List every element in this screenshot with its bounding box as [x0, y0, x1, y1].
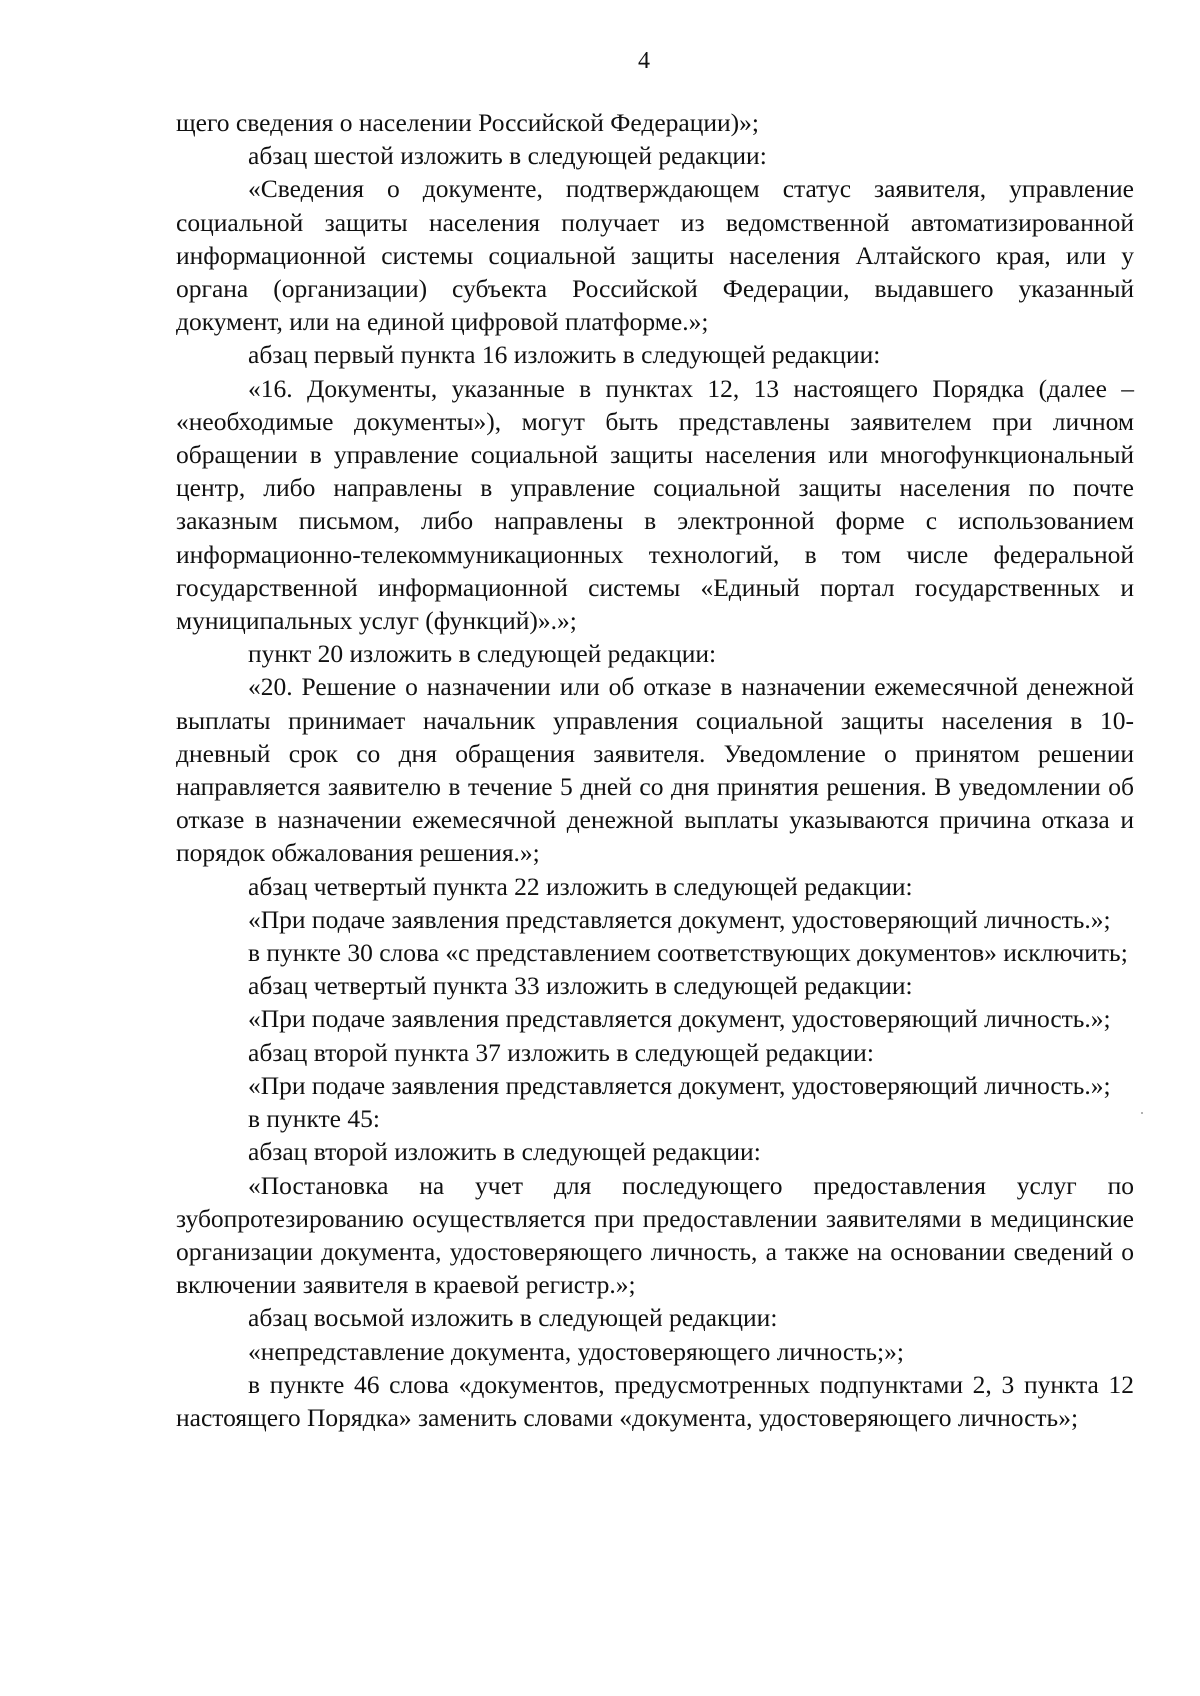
paragraph: в пункте 46 слова «документов, предусмотренных подпунктами 2, 3 пункта 12 настоящего Порядка» заменить словами «документа, удостоверяющего личность»;: [176, 1369, 1134, 1432]
paragraph: «При подаче заявления представляется документ, удостоверяющий личность.»;: [248, 1004, 1111, 1034]
paragraph: «20. Решение о назначении или об отказе в назначении ежемесячной денежной выплаты принимает начальник управления социальной защиты населения в 10-дневный срок со дня обращения заявителя. Уведомление о принятом решении направляется заявителю в течение 5 дней со дня принятия решения. В уведомлении об отказе в назначении ежемесячной денежной выплаты указываются причина отказа и порядок обжалования решения.»;: [176, 672, 1134, 868]
paragraph: абзац восьмой изложить в следующей редакции:: [248, 1303, 778, 1333]
paragraph: «При подаче заявления представляется документ, удостоверяющий личность.»;: [248, 1070, 1111, 1100]
paragraph: «16. Документы, указанные в пунктах 12, 13 настоящего Порядка (далее – «необходимые документы»), могут быть представлены заявителем при личном обращении в управление социальной защиты населения или многофункциональный центр, либо направлены в управление социальной защиты населения по почте заказным письмом, либо направлены в электронной форме с использованием информационно-телекоммуникационных технологий, в том числе федеральной государственной информационной системы «Единый портал государственных и муниципальных услуг (функций)».»;: [176, 373, 1134, 636]
paragraph: в пункте 45:: [248, 1104, 380, 1134]
paragraph: абзац второй пункта 37 изложить в следующей редакции:: [248, 1037, 874, 1067]
page-number: 4: [638, 48, 650, 74]
paragraph: абзац второй изложить в следующей редакции:: [248, 1137, 761, 1167]
paragraph: «непредставление документа, удостоверяющего личность;»;: [248, 1336, 904, 1366]
paragraph: «Сведения о документе, подтверждающем статус заявителя, управление социальной защиты населения получает из ведомственной автоматизированной информационной системы социальной защиты населения Алтайского края, или у органа (организации) субъекта Российской Федерации, выдавшего указанный документ, или на единой цифровой платформе.»;: [176, 174, 1134, 337]
paragraph: в пункте 30 слова «с представлением соответствующих документов» исключить;: [248, 938, 1128, 968]
paragraph: абзац первый пункта 16 изложить в следующей редакции:: [248, 340, 881, 370]
scan-speck: [1141, 1112, 1143, 1114]
paragraph: абзац шестой изложить в следующей редакции:: [248, 141, 767, 171]
paragraph: «При подаче заявления представляется документ, удостоверяющий личность.»;: [248, 904, 1111, 934]
paragraph: пункт 20 изложить в следующей редакции:: [248, 639, 717, 669]
paragraph: «Постановка на учет для последующего предоставления услуг по зубопротезированию осуществляется при предоставлении заявителями в медицинские организации документа, удостоверяющего личность, а также на основании сведений о включении заявителя в краевой регистр.»;: [176, 1170, 1134, 1300]
paragraph: абзац четвертый пункта 22 изложить в следующей редакции:: [248, 871, 913, 901]
paragraph: абзац четвертый пункта 33 изложить в следующей редакции:: [248, 971, 913, 1001]
paragraph-continuation: щего сведения о населении Российской Федерации)»;: [176, 108, 759, 137]
document-body: [176, 106, 1134, 1434]
